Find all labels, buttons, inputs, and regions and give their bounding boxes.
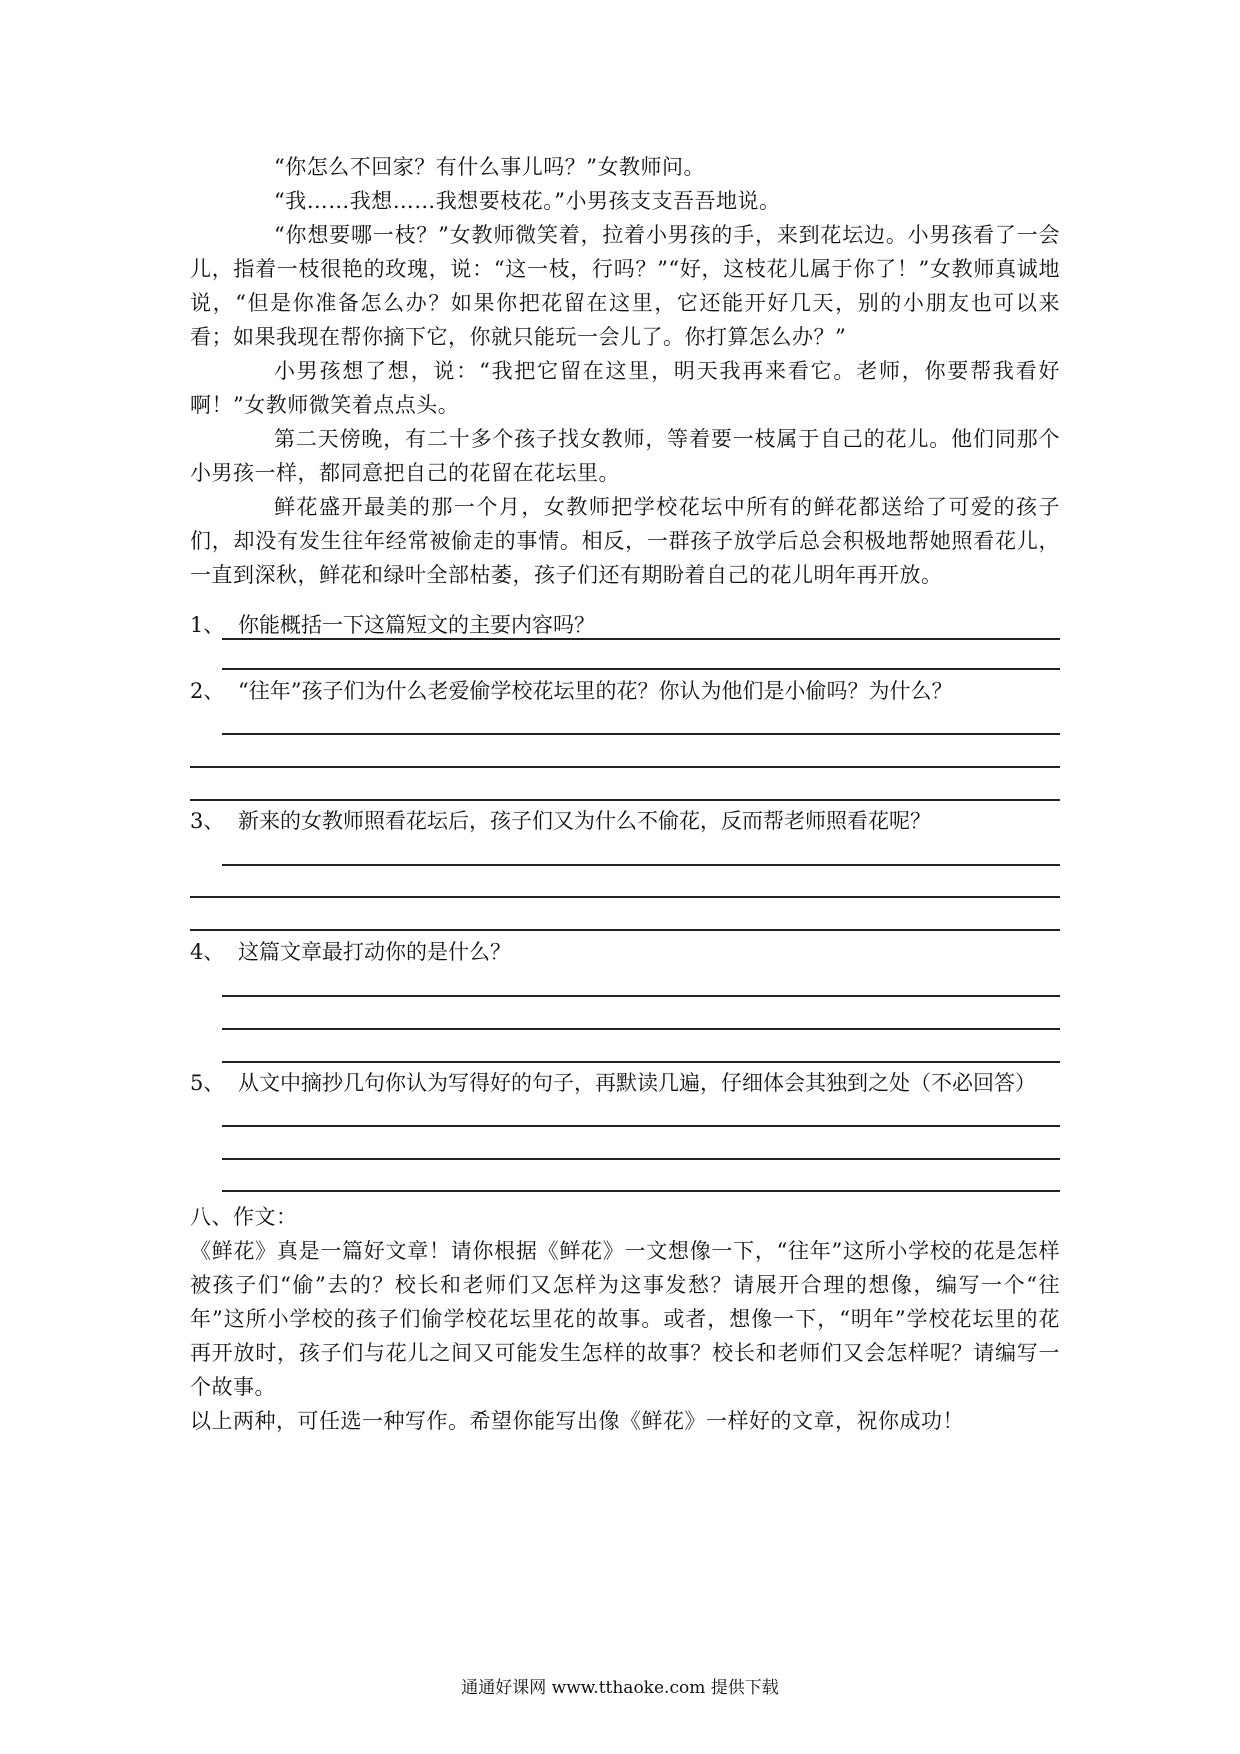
question-2 (190, 676, 1070, 706)
question-3 (190, 806, 1070, 836)
question-number: 4、 (190, 940, 225, 964)
answer-line[interactable] (190, 896, 1060, 898)
question-1 (190, 610, 1070, 640)
question-number: 2、 (190, 679, 225, 703)
story-paragraph: 鲜花盛开最美的那一个月，女教师把学校花坛中所有的鲜花都送给了可爱的孩子们，却没有发生往年经常被偷走的事情。相反，一群孩子放学后总会积极地帮她照看花儿，一直到深秋，鲜花和绿叶全部枯萎，孩子们还有期盼着自己的花儿明年再开放。 (190, 495, 1060, 587)
question-text: 新来的女教师照看花坛后，孩子们又为什么不偷花，反而帮老师照看花呢？ (238, 809, 931, 833)
answer-line[interactable] (190, 766, 1060, 768)
answer-line[interactable] (222, 1190, 1060, 1192)
answer-line[interactable] (222, 1158, 1060, 1160)
answer-line[interactable] (190, 799, 1060, 801)
question-text: “往年”孩子们为什么老爱偷学校花坛里的花？你认为他们是小偷吗？为什么？ (238, 679, 953, 703)
question-text: 你能概括一下这篇短文的主要内容吗？ (238, 613, 595, 637)
question-text: 这篇文章最打动你的是什么？ (238, 940, 511, 964)
story-paragraph: 小男孩想了想，说：“我把它留在这里，明天我再来看它。老师，你要帮我看好啊！”女教师微笑着点点头。 (190, 359, 1060, 417)
page-footer: 通通好课网 www.tthaoke.com 提供下载 (461, 1678, 779, 1698)
story-paragraph: “你想要哪一枝？”女教师微笑着，拉着小男孩的手，来到花坛边。小男孩看了一会儿，指着一枝很艳的玫瑰，说：“这一枝，行吗？”“好，这枝花儿属于你了！”女教师真诚地说，“但是你准备怎么办？如果你把花留在这里，它还能开好几天，别的小朋友也可以来看；如果我现在帮你摘下它，你就只能玩一会儿了。你打算怎么办？” (190, 223, 1060, 349)
question-text: 从文中摘抄几句你认为写得好的句子，再默读几遍，仔细体会其独到之处（不必回答） (238, 1071, 1036, 1095)
answer-line[interactable] (222, 733, 1060, 735)
answer-line[interactable] (222, 638, 1060, 640)
answer-line[interactable] (222, 864, 1060, 866)
answer-line[interactable] (222, 668, 1060, 670)
story-paragraph: “我……我想……我想要枝花。”小男孩支支吾吾地说。 (274, 189, 781, 213)
story-paragraph: 第二天傍晚，有二十多个孩子找女教师，等着要一枝属于自己的花儿。他们同那个小男孩一样，都同意把自己的花留在花坛里。 (190, 427, 1060, 485)
composition-closing: 以上两种，可任选一种写作。希望你能写出像《鲜花》一样好的文章，祝你成功！ (190, 1409, 964, 1433)
composition-prompt: 《鲜花》真是一篇好文章！请你根据《鲜花》一文想像一下，“往年”这所小学校的花是怎样被孩子们“偷”去的？校长和老师们又怎样为这事发愁？请展开合理的想像，编写一个“往年”这所小学校的孩子们偷学校花坛里花的故事。或者，想像一下，“明年”学校花坛里的花再开放时，孩子们与花儿之间又可能发生怎样的故事？校长和老师们又会怎样呢？请编写一个故事。 (190, 1239, 1060, 1399)
question-number: 3、 (190, 809, 225, 833)
answer-line[interactable] (222, 1125, 1060, 1127)
composition-heading: 八、作文： (190, 1205, 298, 1229)
answer-line[interactable] (190, 929, 1060, 931)
question-number: 5、 (190, 1071, 225, 1095)
answer-line[interactable] (222, 1061, 1060, 1063)
answer-line[interactable] (222, 995, 1060, 997)
question-4 (190, 937, 1070, 967)
question-5 (190, 1068, 1070, 1098)
answer-line[interactable] (222, 1028, 1060, 1030)
story-paragraph: “你怎么不回家？有什么事儿吗？”女教师问。 (274, 155, 705, 179)
question-number: 1、 (190, 613, 225, 637)
